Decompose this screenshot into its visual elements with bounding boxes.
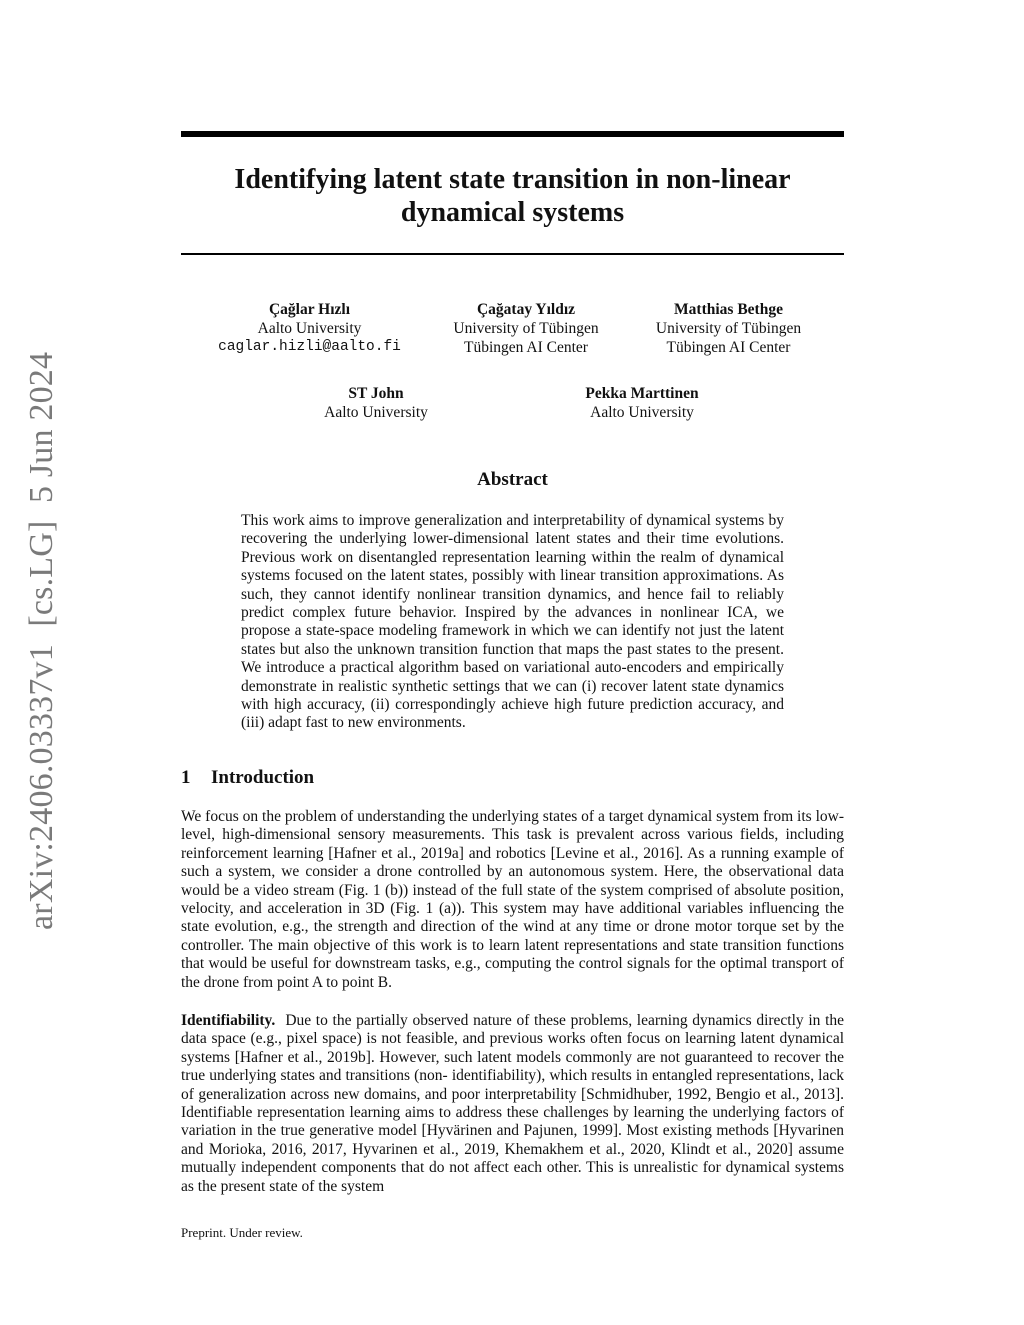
paper-title: Identifying latent state transition in non-linear dynamical systems — [234, 164, 791, 228]
paragraph-text: We focus on the problem of understanding the underlying states of a target dynamical system from its low-level, high-dimensional sensory measurements. This task is prevalent across various fields, including reinforcement learning [Hafner et al., 2019a] and robotics [Levine et al., 2016]. As a running example of such a system, we consider a drone controlled by an autonomous system. Here, the observational data would be a video stream (Fig. 1 (b)) instead of the full state of the system comprised of absolute position, velocity, and acceleration in 3D (Fig. 1 (a)). This system may have additional variables influencing the state evolution, e.g., the strength and direction of the wind at any time or drone motor torque set by the controller. The main objective of this work is to learn latent representations and state transition functions that would be useful for downstream tasks, e.g., computing the control signals for the optimal transport of the drone from point A to point B. — [181, 808, 844, 991]
author-block — [562, 384, 722, 422]
author-block — [640, 300, 817, 357]
author-name: Çağatay Yıldız — [476, 301, 576, 318]
footer-note: Preprint. Under review. — [181, 1225, 303, 1240]
author-email: caglar.hizli@aalto.fi — [218, 339, 401, 355]
section-number: 1 — [181, 767, 191, 788]
author-affiliation-secondary: Tübingen AI Center — [464, 339, 588, 356]
author-affiliation: Aalto University — [324, 404, 428, 421]
paragraph-lead: Identifiability. — [181, 1012, 276, 1029]
author-name: ST John — [348, 385, 404, 402]
title-rule-top — [181, 131, 844, 137]
author-block — [306, 384, 446, 422]
author-name: Pekka Marttinen — [585, 385, 699, 402]
abstract-text: This work aims to improve generalization and interpretability of dynamical systems by recovering the underlying lower-dimensional latent states and their time evolutions. Previous work on disentangled representation learning within the realm of dynamical systems focused on the latent states, possibly with linear transition approximations. As such, they cannot identify nonlinear transition dynamics, and hence fail to reliably predict complex future behavior. Inspired by the advances in nonlinear ICA, we propose a state-space modeling framework in which we can identify not just the latent states but also the unknown transition function that maps the past states to the present. We introduce a practical algorithm based on variational auto-encoders and empirically demonstrate in realistic synthetic settings that we can (i) recover latent state dynamics with high accuracy, (ii) correspondingly achieve high future prediction accuracy, and (iii) adapt fast to new environments. — [241, 512, 784, 732]
abstract-heading: Abstract — [477, 469, 548, 490]
author-name: Matthias Bethge — [674, 301, 783, 318]
author-affiliation: Aalto University — [257, 320, 362, 337]
author-block — [438, 300, 614, 357]
paragraph-text: Due to the partially observed nature of these problems, learning dynamics directly in the data space (e.g., pixel space) is not feasible, and previous works often focus on learning latent dynamical systems [Hafner et al., 2019b]. However, such latent models commonly are not guaranteed to recover the true underlying states and transitions (non- identifiability), which results in entangled representations, lack of generalization across new domains, and poor interpretability [Schmidhuber, 1992, Bengio et al., 2013]. Identifiable representation learning aims to address these challenges by learning the underlying factors of variation in the true generative model [Hyvärinen and Pajunen, 1999]. Most existing methods [Hyvarinen and Morioka, 2016, 2017, Hyvarinen et al., 2019, Khemakhem et al., 2020, Klindt et al., 2020] assume mutually independent components that do not affect each other. This is unrealistic for dynamical systems as the present state of the system — [181, 1012, 844, 1195]
section-heading — [181, 767, 314, 789]
author-affiliation: University of Tübingen — [453, 320, 599, 337]
body-paragraph — [181, 1012, 844, 1196]
body-paragraph — [181, 808, 844, 992]
section-title: Introduction — [211, 767, 315, 788]
author-name: Çağlar Hızlı — [268, 301, 351, 318]
arxiv-identifier-stamp: arXiv:2406.03337v1 [cs.LG] 5 Jun 2024 — [23, 351, 60, 930]
author-block — [218, 300, 401, 357]
author-affiliation: Aalto University — [590, 404, 694, 421]
author-affiliation-secondary: Tübingen AI Center — [666, 339, 791, 356]
title-rule-bottom — [181, 253, 844, 255]
author-affiliation: University of Tübingen — [655, 320, 802, 337]
